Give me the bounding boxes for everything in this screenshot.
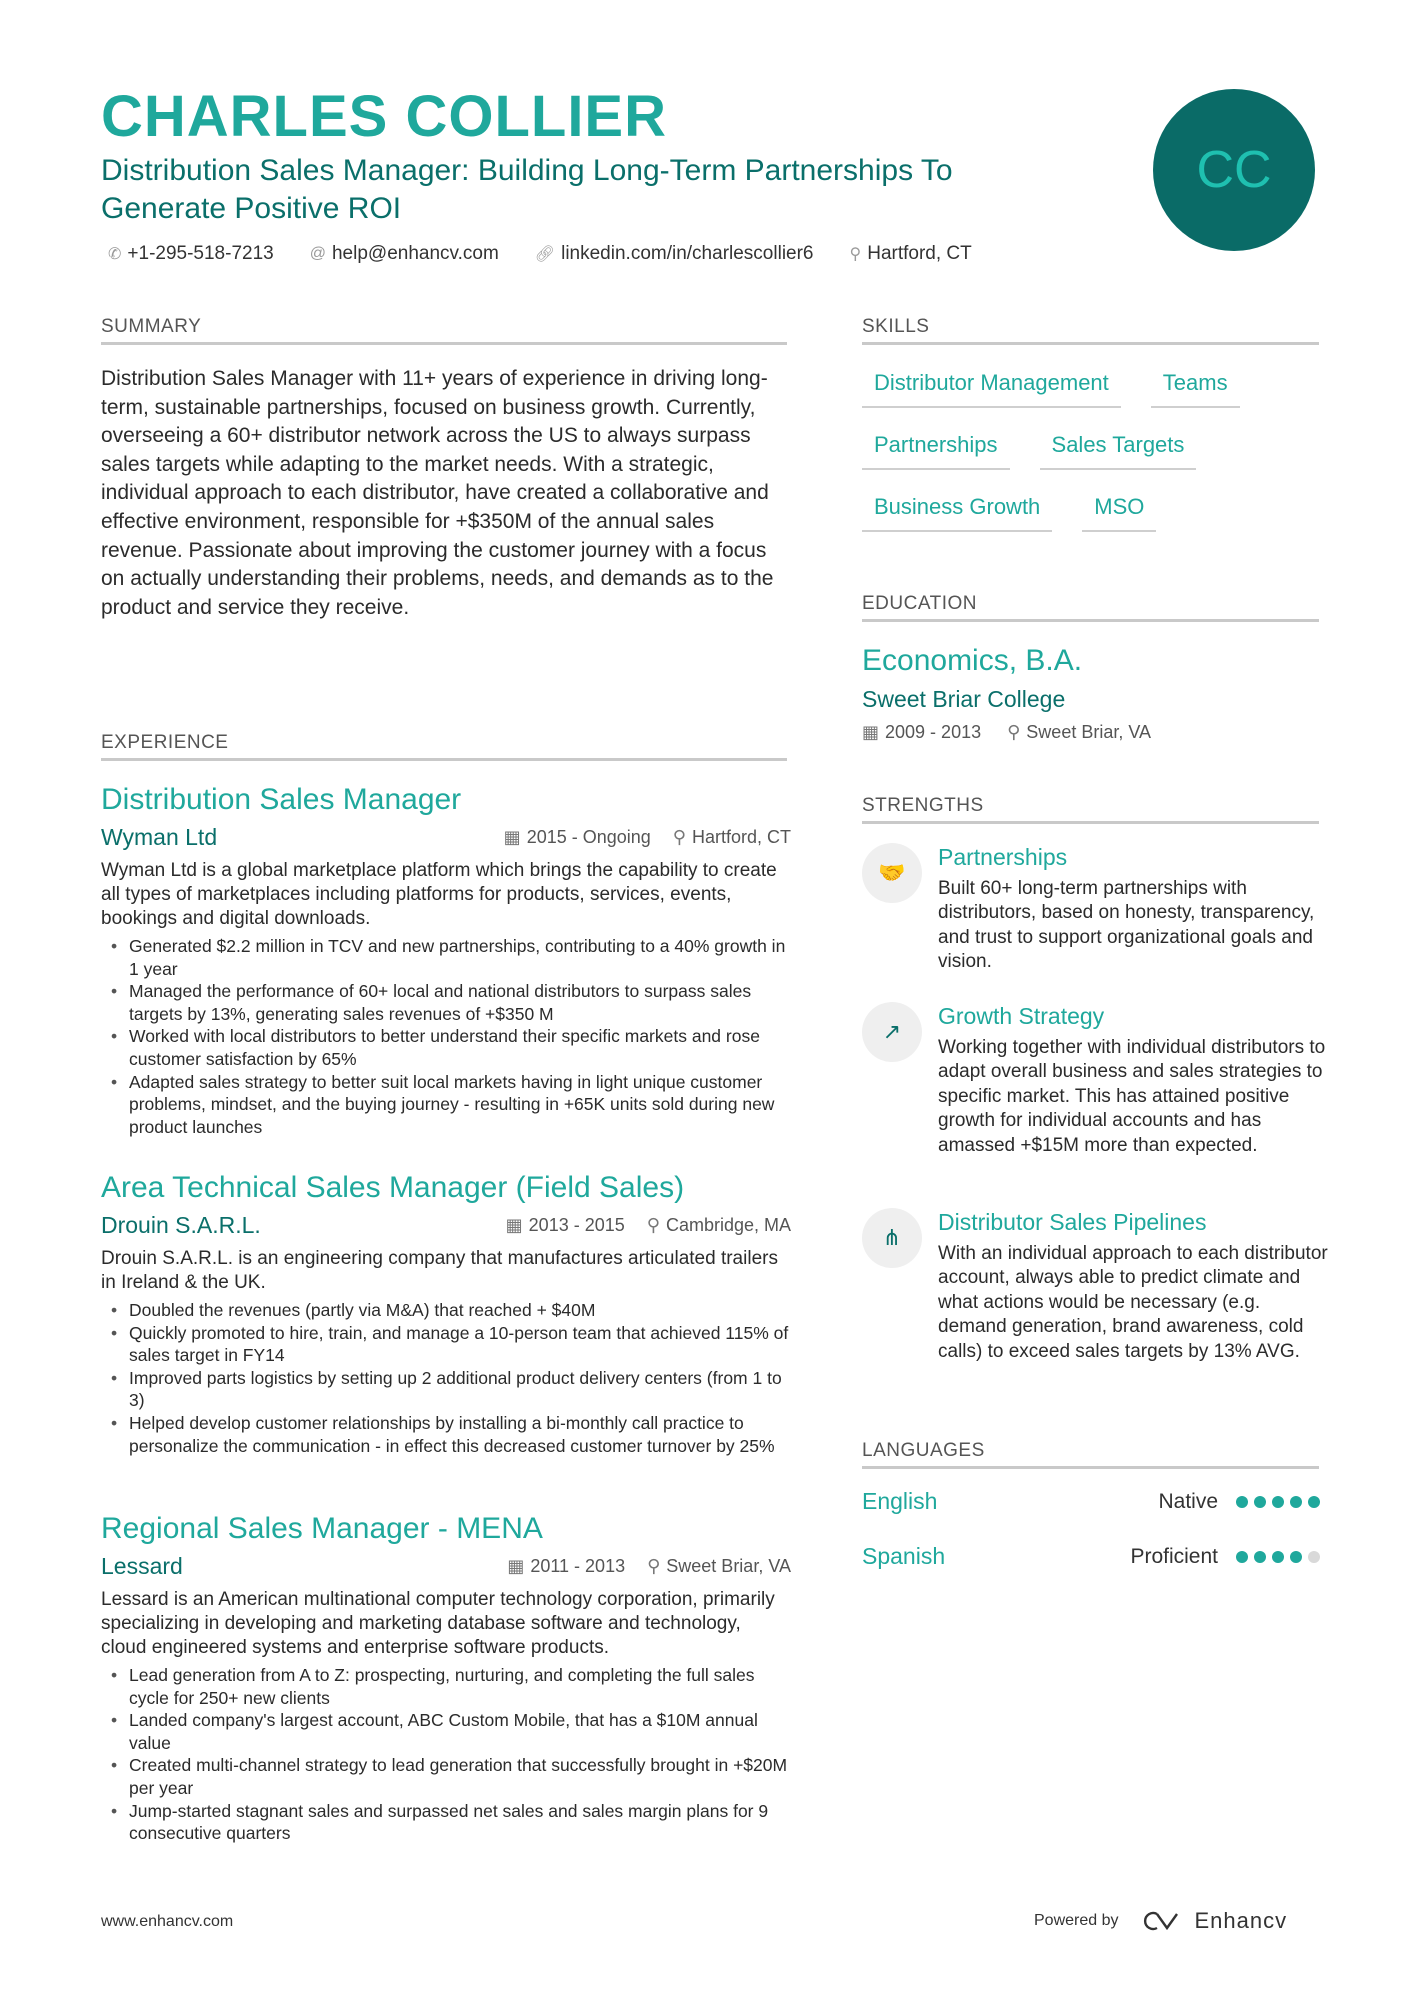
job-bullet: • Helped develop customer relationships by installing a bi-monthly call practice to personalize the communication - in effect this decreased customer turnover by 25%	[101, 1412, 791, 1457]
strength-item	[862, 1208, 1332, 1364]
education-degree: Economics, B.A.	[862, 644, 1083, 677]
rating-dot-empty	[1308, 1551, 1320, 1563]
job-bullet: • Jump-started stagnant sales and surpassed net sales and sales margin plans for 9 consecutive quarters	[101, 1800, 791, 1845]
rating-dot-filled	[1254, 1496, 1266, 1508]
job-bullet: • Worked with local distributors to better understand their specific markets and rose customer satisfaction by 65%	[101, 1025, 791, 1070]
job-bullet: • Landed company's largest account, ABC Custom Mobile, that has a $10M annual value	[101, 1709, 791, 1754]
calendar-icon: ▦	[503, 827, 521, 847]
job-dates: 2015 - Ongoing	[526, 827, 651, 847]
skill-tag: Partnerships	[862, 430, 1010, 470]
location-pin-icon: ⚲	[849, 246, 862, 263]
location-pin-icon: ⚲	[672, 827, 686, 847]
strength-title: Partnerships	[938, 844, 1068, 870]
brand-logo[interactable]	[1143, 1908, 1288, 1934]
strength-description: Built 60+ long-term partnerships with distributors, based on honesty, transparency, and trust to support organizational goals and vision.	[938, 878, 1315, 973]
job-bullet: • Doubled the revenues (partly via M&A) that reached + $40M	[101, 1299, 791, 1322]
language-name: Spanish	[862, 1543, 946, 1569]
education-heading: EDUCATION	[862, 593, 1319, 622]
summary-heading: SUMMARY	[101, 316, 787, 345]
language-level: Proficient	[1130, 1544, 1218, 1568]
job-entry	[101, 782, 791, 1138]
strength-item	[862, 1002, 1332, 1158]
network-icon: ⋔	[862, 1208, 922, 1268]
job-bullet: • Created multi-channel strategy to lead generation that successfully brought in +$20M per year	[101, 1754, 791, 1799]
job-bullet: • Quickly promoted to hire, train, and manage a 10-person team that achieved 115% of sales target in FY14	[101, 1322, 791, 1367]
job-bullet: • Lead generation from A to Z: prospecting, nurturing, and completing the full sales cycle for 250+ new clients	[101, 1664, 791, 1709]
rating-dot-filled	[1236, 1496, 1248, 1508]
powered-by-text: Powered by	[1034, 1912, 1119, 1929]
job-description: Wyman Ltd is a global marketplace platform which brings the capability to create all types of marketplaces including platforms for products, services, events, bookings and digital downloads.	[101, 860, 777, 929]
job-title: Distribution Sales Manager	[101, 783, 462, 816]
language-item	[862, 1543, 1320, 1570]
strength-description: Working together with individual distributors to adapt overall business and sales strategies to specific market. This has attained positive growth for individual accounts and has amassed +$15M more than expected.	[938, 1037, 1326, 1156]
linkedin-text: linkedin.com/in/charlescollier6	[561, 243, 814, 264]
job-location: Cambridge, MA	[665, 1215, 791, 1235]
job-location: Hartford, CT	[691, 827, 791, 847]
strength-item	[862, 843, 1332, 975]
job-bullets	[101, 935, 791, 1138]
contact-phone[interactable]	[108, 243, 274, 265]
footer-website[interactable]: www.enhancv.com	[101, 1913, 234, 1930]
job-dates: 2013 - 2015	[528, 1215, 625, 1235]
skill-tag: Business Growth	[862, 492, 1052, 532]
candidate-headline: Distribution Sales Manager: Building Long-Term Partnerships To Generate Positive ROI	[101, 154, 953, 225]
rating-dot-filled	[1308, 1496, 1320, 1508]
calendar-icon: ▦	[507, 1556, 525, 1576]
contact-linkedin[interactable]	[535, 243, 814, 265]
languages-heading: LANGUAGES	[862, 1440, 1319, 1469]
job-title: Regional Sales Manager - MENA	[101, 1512, 543, 1545]
avatar	[1153, 89, 1315, 251]
job-bullets	[101, 1664, 791, 1845]
experience-heading: EXPERIENCE	[101, 732, 787, 761]
language-level: Native	[1158, 1489, 1218, 1513]
skill-tag: MSO	[1082, 492, 1156, 532]
avatar-initials: CC	[1196, 141, 1272, 199]
rating-dot-filled	[1236, 1551, 1248, 1563]
rating-dot-filled	[1272, 1551, 1284, 1563]
skill-tag: Distributor Management	[862, 368, 1121, 408]
strengths-heading: STRENGTHS	[862, 795, 1319, 824]
rating-dot-filled	[1290, 1496, 1302, 1508]
job-dates: 2011 - 2013	[530, 1556, 626, 1576]
contact-bar	[108, 243, 972, 265]
language-rating	[1236, 1496, 1320, 1508]
company-name: Lessard	[101, 1553, 183, 1579]
education-school: Sweet Briar College	[862, 686, 1066, 712]
job-entry	[101, 1170, 791, 1457]
company-name: Drouin S.A.R.L.	[101, 1212, 261, 1238]
footer-branding	[1034, 1908, 1287, 1934]
company-name: Wyman Ltd	[101, 824, 218, 850]
location-text: Hartford, CT	[867, 243, 972, 264]
handshake-icon: 🤝	[862, 843, 922, 903]
contact-location	[850, 243, 972, 265]
education-dates: 2009 - 2013	[885, 722, 982, 742]
location-pin-icon: ⚲	[647, 1556, 661, 1576]
job-bullet: • Generated $2.2 million in TCV and new partnerships, contributing to a 40% growth in 1 year	[101, 935, 791, 980]
contact-email[interactable]	[310, 243, 499, 265]
summary-text: Distribution Sales Manager with 11+ years of experience in driving long-term, sustainable partnerships, focused on business growth. Currently, overseeing a 60+ distributor network across the US to always surpass sales targets while adapting to the market needs. With a strategic, individual approach to each distributor, have created a collaborative and effective environment, responsible for +$350M of the annual sales revenue. Passionate about improving the customer journey with a focus on actually understanding their problems, needs, and demands as to the product and service they receive.	[101, 367, 774, 619]
education-location: Sweet Briar, VA	[1026, 722, 1152, 742]
job-description: Drouin S.A.R.L. is an engineering company that manufactures articulated trailers in Ireland & the UK.	[101, 1248, 778, 1293]
calendar-icon: ▦	[505, 1215, 523, 1235]
strength-title: Growth Strategy	[938, 1003, 1105, 1029]
calendar-icon: ▦	[862, 722, 880, 742]
email-text: help@enhancv.com	[331, 243, 499, 264]
link-icon: 🔗︎	[534, 246, 556, 263]
strength-description: With an individual approach to each distributor account, always able to predict climate and what actions would be necessary (e.g. demand generation, brand awareness, cold calls) to exceed sales targets by 13% AVG.	[938, 1243, 1328, 1362]
job-location: Sweet Briar, VA	[666, 1556, 791, 1576]
job-bullet: • Improved parts logistics by setting up 2 additional product delivery centers (from 1 to 3)	[101, 1367, 791, 1412]
location-pin-icon: ⚲	[1007, 722, 1021, 742]
phone-text: +1-295-518-7213	[127, 243, 274, 264]
language-rating	[1236, 1551, 1320, 1563]
location-pin-icon: ⚲	[646, 1215, 660, 1235]
education-meta	[862, 722, 1151, 743]
strength-title: Distributor Sales Pipelines	[938, 1209, 1207, 1235]
rating-dot-filled	[1272, 1496, 1284, 1508]
job-bullet: • Adapted sales strategy to better suit local markets having in light unique customer problems, mindset, and the buying journey - resulting in +65K units sold during new product launches	[101, 1071, 791, 1139]
brand-name: Enhancv	[1194, 1908, 1288, 1933]
language-item	[862, 1488, 1320, 1515]
at-icon: @	[309, 245, 326, 262]
skill-tag: Sales Targets	[1040, 430, 1197, 470]
job-bullets	[101, 1299, 791, 1457]
language-name: English	[862, 1488, 938, 1514]
rating-dot-filled	[1254, 1551, 1266, 1563]
candidate-name: CHARLES COLLIER	[101, 84, 667, 149]
job-entry	[101, 1511, 791, 1845]
rating-dot-filled	[1290, 1551, 1302, 1563]
skill-tag: Teams	[1151, 368, 1240, 408]
enhancv-logo-icon	[1143, 1910, 1187, 1932]
job-title: Area Technical Sales Manager (Field Sales)	[101, 1171, 685, 1204]
job-description: Lessard is an American multinational computer technology corporation, primarily specializing in developing and marketing database software and technology, cloud engineered systems and enterprise software products.	[101, 1589, 775, 1658]
phone-icon: ✆	[108, 246, 122, 263]
skills-list	[862, 368, 1322, 554]
growth-arrow-icon: ↗	[862, 1002, 922, 1062]
skills-heading: SKILLS	[862, 316, 1319, 345]
job-bullet: • Managed the performance of 60+ local and national distributors to surpass sales targets by 13%, generating sales revenues of +$350 M	[101, 980, 791, 1025]
